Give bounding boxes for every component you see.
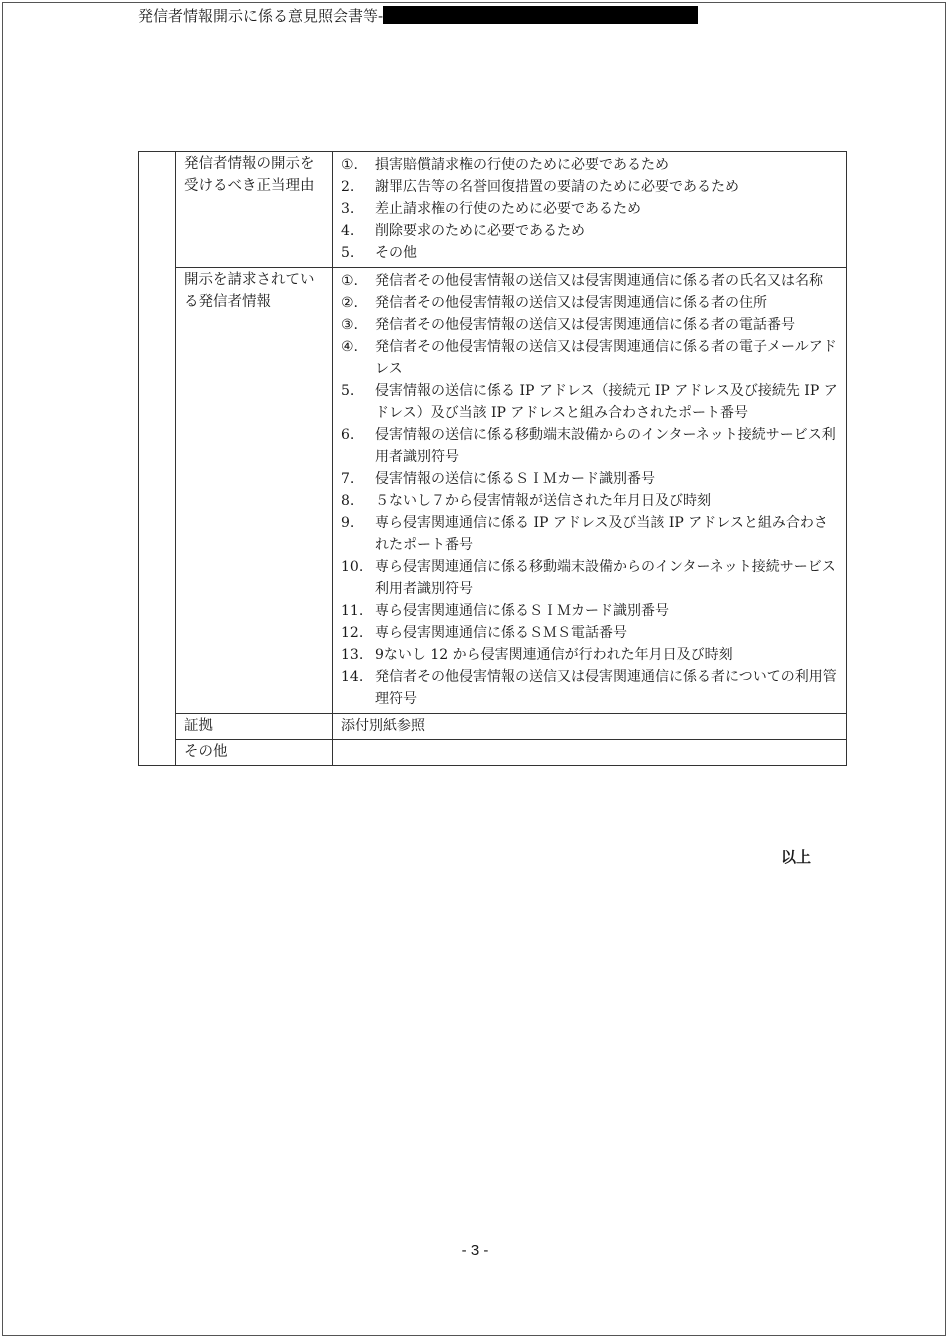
table-row-requested <box>139 268 847 714</box>
list-item <box>341 424 838 468</box>
list-item <box>341 512 838 556</box>
item-number: ①. <box>341 157 359 173</box>
list-item <box>341 242 838 264</box>
item-text: 謝罪広告等の名誉回復措置の要請のために必要であるため <box>375 179 739 195</box>
item-number: 12. <box>341 625 364 641</box>
requested-list <box>333 268 846 713</box>
item-number: 4. <box>341 223 355 239</box>
list-item <box>341 622 838 644</box>
list-item <box>341 270 838 292</box>
item-number: 14. <box>341 669 364 685</box>
other-value <box>333 740 846 742</box>
list-item <box>341 336 838 380</box>
reason-label-cell <box>176 152 333 268</box>
list-item <box>341 490 838 512</box>
item-text: 発信者その他侵害情報の送信又は侵害関連通信に係る者の住所 <box>375 295 767 311</box>
header-title: 発信者情報開示に係る意見照会書等- <box>138 6 384 25</box>
item-text: 発信者その他侵害情報の送信又は侵害関連通信に係る者についての利用管理符号 <box>375 669 837 707</box>
table-row-reason <box>139 152 847 268</box>
item-number: 13. <box>341 647 364 663</box>
list-item <box>341 556 838 600</box>
item-text: 9ないし 12 から侵害関連通信が行われた年月日及び時刻 <box>375 647 733 663</box>
item-number: 6. <box>341 427 355 443</box>
list-item <box>341 666 838 710</box>
disclosure-table <box>138 151 847 766</box>
list-item <box>341 314 838 336</box>
item-text: 専ら侵害関連通信に係る移動端末設備からのインターネット接続サービス利用者識別符号 <box>375 559 836 597</box>
item-number: ①. <box>341 273 359 289</box>
page-number: - 3 - <box>461 1242 489 1259</box>
item-number: 5. <box>341 383 355 399</box>
page-header <box>138 4 698 26</box>
item-text: 専ら侵害関連通信に係るＳＭＳ電話番号 <box>375 625 627 641</box>
evidence-value-cell <box>333 714 847 740</box>
item-text: 専ら侵害関連通信に係る IP アドレス及び当該 IP アドレスと組み合わされたポート番号 <box>375 515 828 553</box>
requested-label-cell <box>176 268 333 714</box>
item-number: ②. <box>341 295 359 311</box>
item-number: 5. <box>341 245 355 261</box>
list-item <box>341 644 838 666</box>
other-label: その他 <box>184 744 228 760</box>
list-item <box>341 600 838 622</box>
evidence-label-cell <box>176 714 333 740</box>
item-number: 8. <box>341 493 355 509</box>
redaction-bar <box>383 6 698 24</box>
item-text: 削除要求のために必要であるため <box>375 223 585 239</box>
item-text: 発信者その他侵害情報の送信又は侵害関連通信に係る者の電話番号 <box>375 317 795 333</box>
item-number: ③. <box>341 317 359 333</box>
requested-label: 開示を請求されている発信者情報 <box>184 272 315 310</box>
item-number: 10. <box>341 559 364 575</box>
requested-items-cell <box>333 268 847 714</box>
list-item <box>341 468 838 490</box>
item-number: 2. <box>341 179 355 195</box>
item-text: 損害賠償請求権の行使のために必要であるため <box>375 157 669 173</box>
list-item <box>341 380 838 424</box>
item-text: 発信者その他侵害情報の送信又は侵害関連通信に係る者の氏名又は名称 <box>375 273 823 289</box>
item-text: 侵害情報の送信に係るＳＩＭカード識別番号 <box>375 471 655 487</box>
list-item <box>341 154 838 176</box>
item-text: 侵害情報の送信に係る IP アドレス（接続元 IP アドレス及び接続先 IP アドレス）及び当該 IP アドレスと組み合わされたポート番号 <box>375 383 838 421</box>
evidence-label: 証拠 <box>184 718 213 734</box>
item-text: 侵害情報の送信に係る移動端末設備からのインターネット接続サービス利用者識別符号 <box>375 427 836 465</box>
reason-label: 発信者情報の開示を受けるべき正当理由 <box>184 156 315 194</box>
item-text: その他 <box>375 245 417 261</box>
item-number: 9. <box>341 515 355 531</box>
list-item <box>341 292 838 314</box>
evidence-value: 添付別紙参照 <box>341 718 425 734</box>
reason-list <box>333 152 846 267</box>
item-text: 発信者その他侵害情報の送信又は侵害関連通信に係る者の電子メールアドレス <box>375 339 837 377</box>
item-number: 7. <box>341 471 355 487</box>
item-number: ④. <box>341 339 359 355</box>
other-value-cell <box>333 740 847 766</box>
list-item <box>341 176 838 198</box>
list-item <box>341 220 838 242</box>
item-number: 3. <box>341 201 355 217</box>
table-row-evidence <box>139 714 847 740</box>
reason-items-cell <box>333 152 847 268</box>
item-number: 11. <box>341 603 364 619</box>
other-label-cell <box>176 740 333 766</box>
item-text: ５ないし７から侵害情報が送信された年月日及び時刻 <box>375 493 711 509</box>
closing-text: 以上 <box>781 848 812 866</box>
item-text: 差止請求権の行使のために必要であるため <box>375 201 641 217</box>
item-text: 専ら侵害関連通信に係るＳＩＭカード識別番号 <box>375 603 669 619</box>
blank-column <box>139 152 176 766</box>
table-row-other <box>139 740 847 766</box>
list-item <box>341 198 838 220</box>
